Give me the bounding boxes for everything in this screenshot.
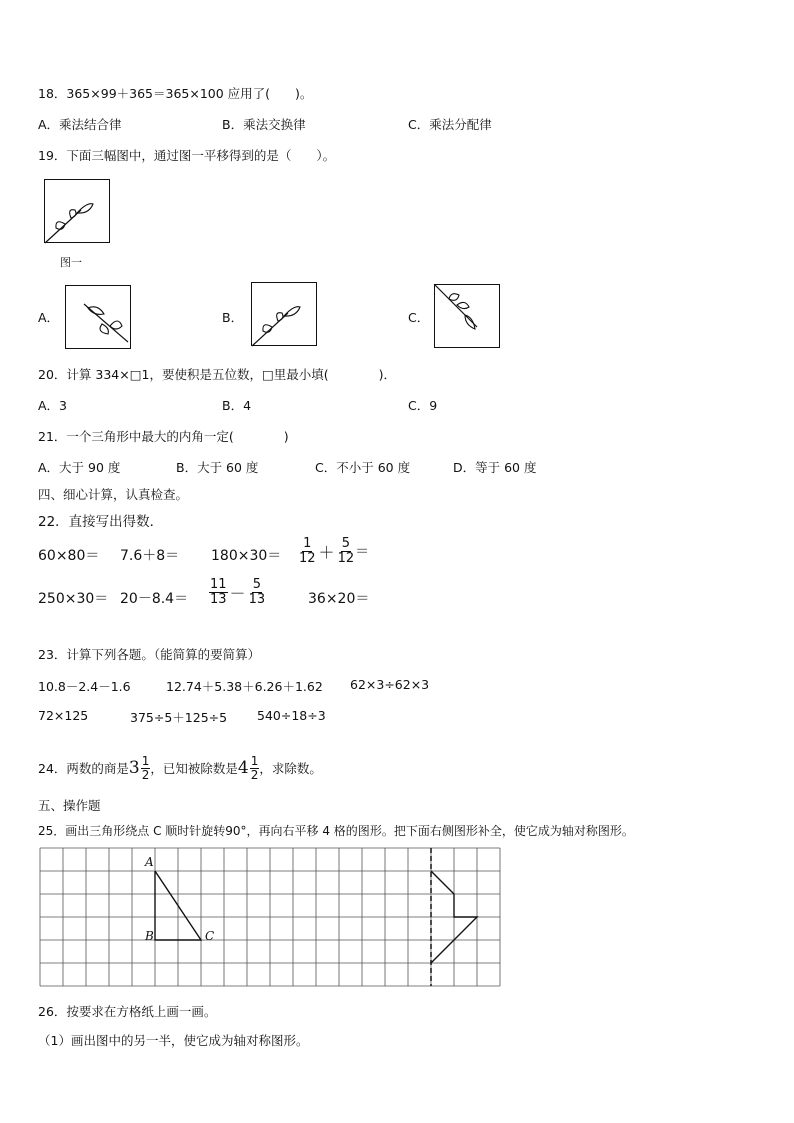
q18-stem: 18．365×99＋365＝365×100 应用了( )。 bbox=[38, 86, 313, 101]
q18-option-a: A．乘法结合律 bbox=[38, 117, 122, 132]
q22-item-1: 60×80＝ bbox=[38, 548, 100, 564]
q19-option-a: A． bbox=[38, 310, 60, 325]
q19-option-c: C． bbox=[408, 310, 430, 325]
q26-stem: 26．按要求在方格纸上画一画。 bbox=[38, 1004, 217, 1019]
q20-option-a: A．3 bbox=[38, 398, 68, 413]
q23-item-4: 72×125 bbox=[38, 708, 89, 723]
branch-icon bbox=[45, 180, 111, 244]
figure-one-caption: 图一 bbox=[60, 256, 82, 269]
q24-stem: 24．两数的商是 3 $\frac{1}{2}$ ，已知被除数是 4 $\frac{1}{2}$ ，求除数。 bbox=[38, 754, 322, 782]
q18-option-b: B．乘法交换律 bbox=[222, 117, 306, 132]
q23-item-2: 12.74＋5.38＋6.26＋1.62 bbox=[166, 679, 323, 694]
section-four-heading: 四、细心计算，认真检查。 bbox=[38, 487, 189, 502]
mixed-number-dividend: 4 $\frac{1}{2}$ bbox=[237, 754, 259, 782]
q22-item-6: 36×20＝ bbox=[308, 591, 370, 607]
point-c-label: C bbox=[205, 929, 215, 943]
q22-fraction-difference: $\frac{11}{13}$ － $\frac{5}{13}$ bbox=[210, 577, 266, 607]
option-b-figure bbox=[251, 282, 317, 346]
q21-stem: 21．一个三角形中最大的内角一定( ) bbox=[38, 429, 289, 444]
point-b-label: B bbox=[145, 929, 154, 943]
q23-item-1: 10.8－2.4－1.6 bbox=[38, 679, 131, 694]
branch-icon bbox=[435, 285, 501, 349]
q21-option-b: B．大于 60 度 bbox=[176, 460, 259, 475]
grid-paper bbox=[40, 848, 502, 988]
q19-stem: 19．下面三幅图中，通过图一平移得到的是（ ）。 bbox=[38, 148, 336, 163]
q22-fraction-sum: $\frac{1}{12}$ ＋ $\frac{5}{12}$ ＝ bbox=[299, 536, 370, 566]
q21-option-d: D．等于 60 度 bbox=[453, 460, 537, 475]
q23-item-5: 375÷5＋125÷5 bbox=[130, 710, 228, 725]
q20-stem: 20．计算 334×□1，要使积是五位数，□里最小填( )． bbox=[38, 367, 397, 382]
q22-item-4: 250×30＝ bbox=[38, 591, 109, 607]
q22-item-5: 20－8.4＝ bbox=[120, 591, 189, 607]
point-a-label: A bbox=[145, 855, 154, 869]
q26-sub-1: （1）画出图中的另一半，使它成为轴对称图形。 bbox=[38, 1033, 309, 1048]
mixed-number-quotient: 3 $\frac{1}{2}$ bbox=[128, 754, 150, 782]
q18-option-c: C．乘法分配律 bbox=[408, 117, 492, 132]
q21-option-a: A．大于 90 度 bbox=[38, 460, 121, 475]
section-five-heading: 五、操作题 bbox=[38, 798, 101, 813]
q20-option-c: C．9 bbox=[408, 398, 438, 413]
q21-option-c: C．不小于 60 度 bbox=[315, 460, 411, 475]
q22-item-3: 180×30＝ bbox=[211, 548, 282, 564]
q22-stem: 22．直接写出得数． bbox=[38, 514, 164, 530]
q23-item-3: 62×3÷62×3 bbox=[350, 677, 430, 692]
q22-item-2: 7.6＋8＝ bbox=[120, 548, 180, 564]
q23-item-6: 540÷18÷3 bbox=[257, 708, 326, 723]
option-c-figure bbox=[434, 284, 500, 348]
option-a-figure bbox=[65, 285, 131, 349]
q19-option-b: B． bbox=[222, 310, 244, 325]
branch-icon bbox=[252, 283, 318, 347]
q23-stem: 23．计算下列各题。（能简算的要简算） bbox=[38, 647, 261, 662]
q25-stem: 25．画出三角形绕点 C 顺时针旋转90°，再向右平移 4 格的图形。把下面右侧图形补全，使它成为轴对称图形。 bbox=[38, 824, 634, 838]
branch-icon bbox=[66, 286, 132, 350]
q20-option-b: B．4 bbox=[222, 398, 252, 413]
figure-one bbox=[44, 179, 110, 243]
